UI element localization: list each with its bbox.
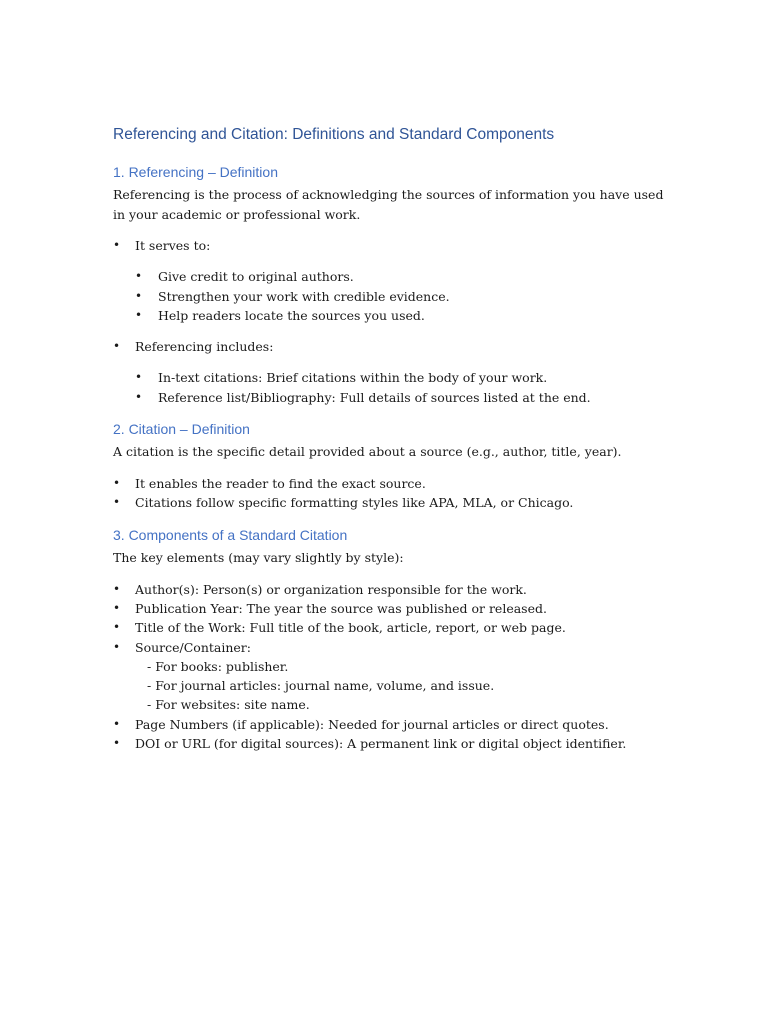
bullet-icon: •: [113, 339, 121, 354]
list-item-text: Referencing includes:: [135, 339, 274, 355]
section-heading-referencing: 1. Referencing – Definition: [113, 164, 278, 180]
citation-definition-paragraph: A citation is the specific detail provided about a source (e.g., author, title, year).: [113, 444, 622, 460]
list-item-text: Publication Year: The year the source was published or released.: [135, 600, 547, 616]
list-item: [113, 734, 673, 753]
list-item-text: Title of the Work: Full title of the book, article, report, or web page.: [135, 620, 566, 636]
referencing-definition-paragraph: Referencing is the process of acknowledging the sources of information you have used in your academic or professional work.: [113, 187, 664, 222]
bullet-icon: •: [135, 288, 143, 303]
list-item: [113, 493, 673, 512]
list-item: [113, 474, 673, 493]
bullet-icon: •: [113, 475, 121, 490]
bullet-icon: •: [113, 716, 121, 731]
list-item-text: Give credit to original authors.: [158, 269, 354, 285]
serves-sublist: [113, 267, 673, 325]
list-item-text: Source/Container:: [135, 639, 251, 655]
source-subline: - For websites: site name.: [147, 697, 310, 713]
source-subline: - For journal articles: journal name, volume, and issue.: [147, 678, 495, 694]
section-heading-components: 3. Components of a Standard Citation: [113, 527, 348, 544]
list-item-text: Help readers locate the sources you used.: [158, 307, 425, 323]
bullet-icon: •: [135, 269, 143, 284]
document-page: [113, 124, 673, 753]
list-item: [113, 236, 673, 325]
bullet-icon: •: [113, 736, 121, 751]
list-item: [113, 638, 673, 715]
list-item: [113, 306, 673, 325]
list-item: [113, 580, 673, 599]
list-item-text: Citations follow specific formatting styles like APA, MLA, or Chicago.: [135, 494, 574, 510]
bullet-icon: •: [113, 238, 121, 252]
list-item: [113, 618, 673, 637]
list-item-text: Strengthen your work with credible evidence.: [158, 288, 450, 304]
list-item: [113, 368, 673, 387]
bullet-icon: •: [113, 600, 121, 615]
source-subline: - For books: publisher.: [147, 658, 289, 674]
referencing-list: [113, 236, 673, 407]
list-item: [113, 599, 673, 618]
list-item-text: Reference list/Bibliography: Full details of sources listed at the end.: [158, 389, 591, 405]
bullet-icon: •: [113, 581, 121, 596]
bullet-icon: •: [113, 639, 121, 654]
bullet-icon: •: [113, 620, 121, 635]
list-item: [113, 267, 673, 286]
list-item-text: In-text citations: Brief citations within the body of your work.: [158, 370, 548, 386]
list-item: [113, 287, 673, 306]
bullet-icon: •: [113, 494, 121, 509]
bullet-icon: •: [135, 389, 143, 404]
citation-list: [113, 474, 673, 513]
bullet-icon: •: [135, 307, 143, 322]
list-item-text: Page Numbers (if applicable): Needed for journal articles or direct quotes.: [135, 716, 609, 732]
list-item: [113, 388, 673, 407]
list-item-text: Author(s): Person(s) or organization responsible for the work.: [135, 581, 527, 597]
list-item-text: DOI or URL (for digital sources): A permanent link or digital object identifier.: [135, 736, 627, 752]
section-heading-citation: 2. Citation – Definition: [113, 421, 250, 438]
list-item-text: It serves to:: [135, 238, 211, 253]
components-list: [113, 580, 673, 754]
list-item: [113, 715, 673, 734]
document-title: Referencing and Citation: Definitions and Standard Components: [113, 126, 555, 143]
list-item-text: It enables the reader to find the exact source.: [135, 475, 426, 491]
bullet-icon: •: [135, 370, 143, 385]
components-intro-paragraph: The key elements (may vary slightly by style):: [113, 550, 404, 566]
includes-sublist: [113, 368, 673, 407]
list-item: [113, 337, 673, 407]
